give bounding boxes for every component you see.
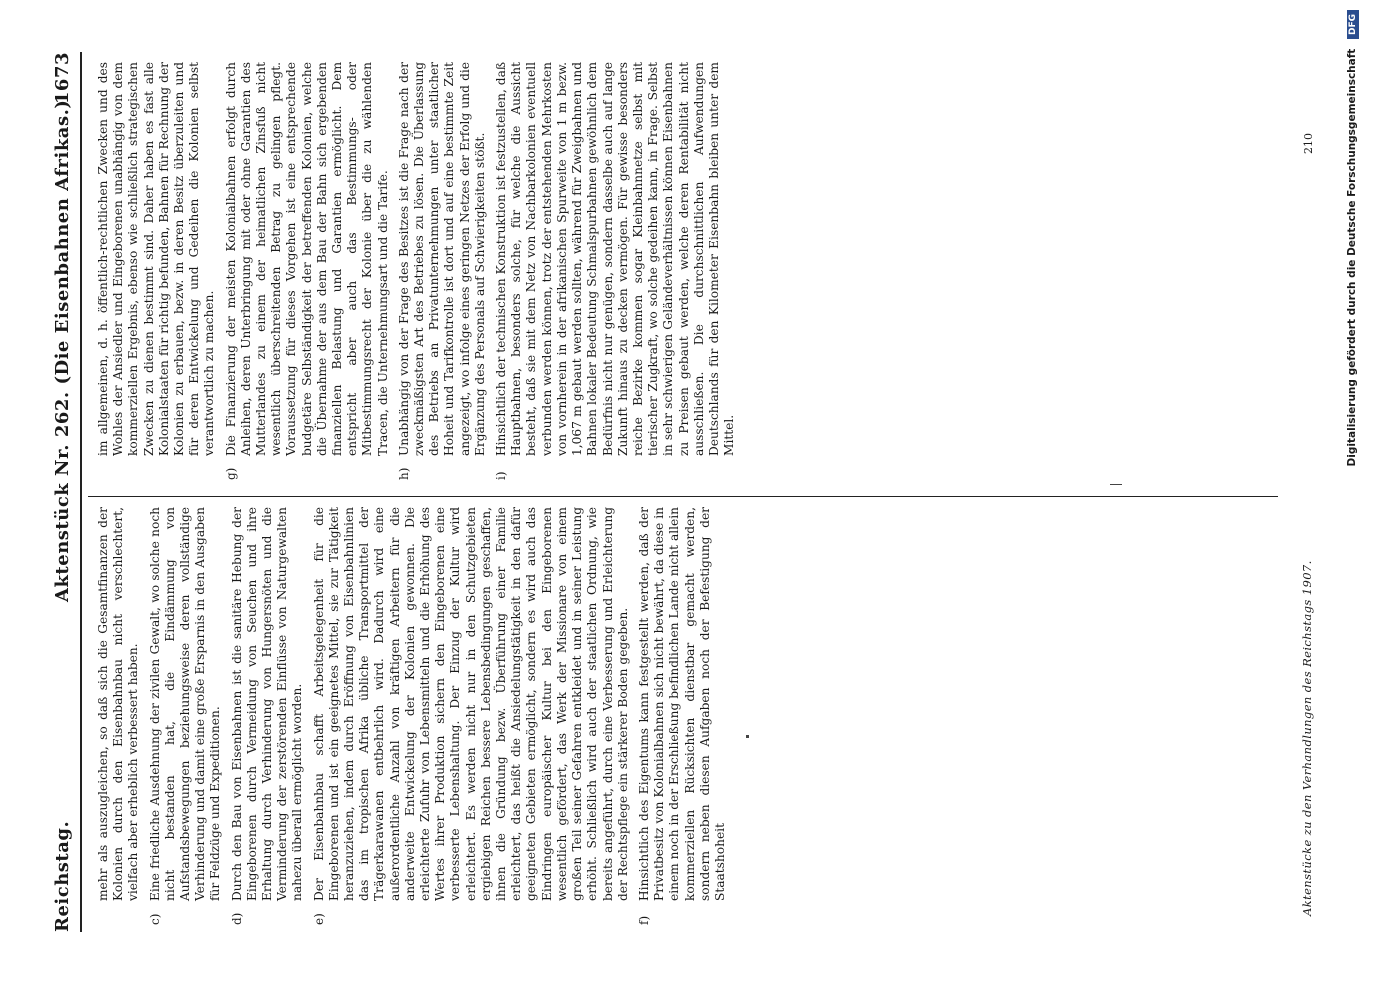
paragraph-marker: g) — [223, 467, 238, 480]
footer-source: Aktenstücke zu den Verhandlungen des Reichstags 1907. — [1300, 560, 1314, 916]
paragraph-f — [637, 507, 728, 925]
column-divider — [88, 496, 1278, 497]
paragraph-g — [224, 62, 391, 480]
paragraph-text: Hinsichtlich des Eigentums kann festgestellt werden, daß der Privatbesitz von Kolonialbahnen sich nicht bewährt, da diese in einem noch in der Erschließung befindlichen Lande nicht allein kommerziellen Rücksichten dienstbar gemacht werden, sondern neben diesen Aufgaben noch der Befestigung der Staatshoheit — [636, 507, 727, 901]
paragraph-text: mehr als auszugleichen, so daß sich die Gesamtfinanzen der Kolonien durch den Eisenbahnbau nicht verschlechtert, vielfach aber erheblich verbessert haben. — [96, 507, 141, 901]
paragraph-text: Durch den Bau von Eisenbahnen ist die sanitäre Hebung der Eingeborenen durch Vermeidung von Seuchen und ihre Erhaltung durch Verhinderung von Hungersnöten und die Verminderung der zerstörenden Einflüsse von Naturgewalten nahezu überall ermöglicht worden. — [229, 507, 305, 901]
paragraph-continuation — [96, 62, 218, 480]
paragraph-d — [230, 507, 306, 925]
paragraph-i — [494, 62, 737, 480]
paragraph-text: Eine friedliche Ausdehnung der zivilen Gewalt, wo solche noch nicht bestanden hat, die Eindämmung von Aufstandsbewegungen beziehungsweise deren vollständige Verhinderung und damit eine große Ersparnis in den Ausgaben für Feldzüge und Expeditionen. — [147, 507, 223, 901]
header-rule — [80, 52, 82, 932]
scan-speck — [746, 735, 749, 738]
header-document-number: Aktenstück Nr. 262. — [52, 391, 73, 602]
paragraph-marker: i) — [494, 471, 509, 480]
paragraph-marker: d) — [229, 912, 244, 925]
header-subject: (Die Eisenbahnen Afrikas.) — [52, 99, 73, 385]
paragraph-text: im allgemeinen, d. h. öffentlich-rechtlichen Zwecken und des Wohles der Ansiedler und Eingeborenen unabhängig von dem kommerziellen Ergebnis, ebenso wie schließlich strategischen Zwecken zu dienen bestimmt sind. Daher haben es fast alle Kolonialstaaten für richtig befunden, Bahnen für Rechnung der Kolonien zu erbauen, bezw. in deren Besitz überzuleiten und für deren Entwickelung und Gedeihen die Kolonien selbst verantwortlich zu machen. — [96, 62, 217, 456]
scan-speck — [1110, 484, 1122, 485]
digitization-credit — [1346, 10, 1359, 960]
paragraph-text: Unabhängig von der Frage des Besitzes ist die Frage nach der zweckmäßigsten Art des Betriebes zu lösen. Die Überlassung des Betriebs an Privatunternehmungen unter staatlicher Hoheit und Tarifkontrolle ist dort und auf eine bestimmte Zeit angezeigt, wo infolge eines geringen Netzes der Erfolg und die Ergänzung des Personals auf Schwierigkeiten stößt. — [396, 62, 487, 456]
paragraph-e — [312, 507, 631, 925]
paragraph-h — [397, 62, 488, 480]
paragraph-marker: h) — [396, 467, 411, 480]
header-page-number: 1673 — [52, 52, 73, 105]
credit-text: Digitalisierung gefördert durch die Deutsche Forschungsgemeinschaft — [1346, 48, 1358, 467]
footer-page-number: 210 — [1302, 133, 1315, 154]
paragraph-text: Der Eisenbahnbau schafft Arbeitsgelegenheit für die Eingeborenen und ist ein geeignetes Mittel, sie zur Tätigkeit heranzuziehen, indem durch Eröffnung von Eisenbahnlinien das im tropischen Afrika übliche Transportmittel der Trägerkarawanen entbehrlich wird. Dadurch wird eine außerordentliche Anzahl von kräftigen Arbeitern für die anderweite Entwickelung der Kolonien gewonnen. Die erleichterte Zufuhr von Lebensmitteln und die Erhöhung des Wertes ihrer Produktion sichern den Eingeborenen eine verbesserte Lebenshaltung. Der Einzug der Kultur wird erleichtert. Es werden nicht nur in den Schutzgebieten ergiebigen Reichen bessere Lebensbedingungen geschaffen, ihnen die Gründung bezw. Überführung einer Familie erleichtert, das heißt die Ansiedelungstätigkeit in den dafür geeigneten Gebieten ermöglicht, sondern es wird auch das Eindringen europäischer Kultur bei den Eingeborenen wesentlich gefördert, das Werk der Missionare von einem großen Teil seiner Gefahren entkleidet und in seiner Leistung erhöht. Schließlich wird auch der staatlichen Ordnung, wie bereits angeführt, durch eine Verbesserung und Erleichterung der Rechtspflege ein stärkerer Boden gegeben. — [311, 507, 630, 901]
paragraph-text: Die Finanzierung der meisten Kolonialbahnen erfolgt durch Anleihen, deren Unterbringung mit oder ohne Garantien des Mutterlandes zu einem der heimatlichen Zinsfuß nicht wesentlich überschreitenden Betrag zu gelingen pflegt. Voraussetzung für dieses Vorgehen ist eine entsprechende budgetäre Selbständigkeit der betreffenden Kolonien, welche die Übernahme der aus dem Bau der Bahn sich ergebenden finanziellen Belastung und Garantien ermöglicht. Dem entspricht aber auch das Bestimmungs- oder Mitbestimmungsrecht der Kolonie über die zu wählenden Tracen, die Unternehmungsart und die Tarife. — [223, 62, 390, 456]
paragraph-text: Hinsichtlich der technischen Konstruktion ist festzustellen, daß Hauptbahnen, besonders solche, für welche die Aussicht besteht, daß sie mit dem Netz von Nachbarkolonien eventuell verbunden werden können, trotz der entstehenden Mehrkosten von vornherein in der afrikanischen Spurweite von 1 m bezw. 1,067 m gebaut werden sollten, während für Zweigbahnen und Bahnen lokaler Bedeutung Schmalspurbahnen gewöhnlich dem Bedürfnis nicht nur genügen, sondern dasselbe auch auf lange Zukunft hinaus zu decken vermögen. Für gewisse besonders reiche Bezirke kommen sogar Kleinbahnnetze selbst mit tierischer Zugkraft, wo solche gedeihen kann, in Frage. Selbst in sehr schwierigen Geländeverhältnissen können Eisenbahnen zu Preisen gebaut werden, welche deren Rentabilität nicht ausschließen. Die durchschnittlichen Aufwendungen Deutschlands für den Kilometer Eisenbahn bleiben unter dem Mittel. — [494, 62, 737, 456]
paragraph-c — [148, 507, 224, 925]
header-center — [52, 100, 73, 602]
paragraph-marker: e) — [311, 913, 326, 925]
left-column — [96, 507, 734, 925]
header-left: Reichstag. — [52, 820, 73, 932]
paragraph-continuation — [96, 507, 142, 925]
paragraph-marker: f) — [636, 915, 651, 925]
right-column — [96, 62, 743, 480]
paragraph-marker: c) — [147, 913, 162, 925]
dfg-logo: DFG — [1347, 10, 1359, 39]
